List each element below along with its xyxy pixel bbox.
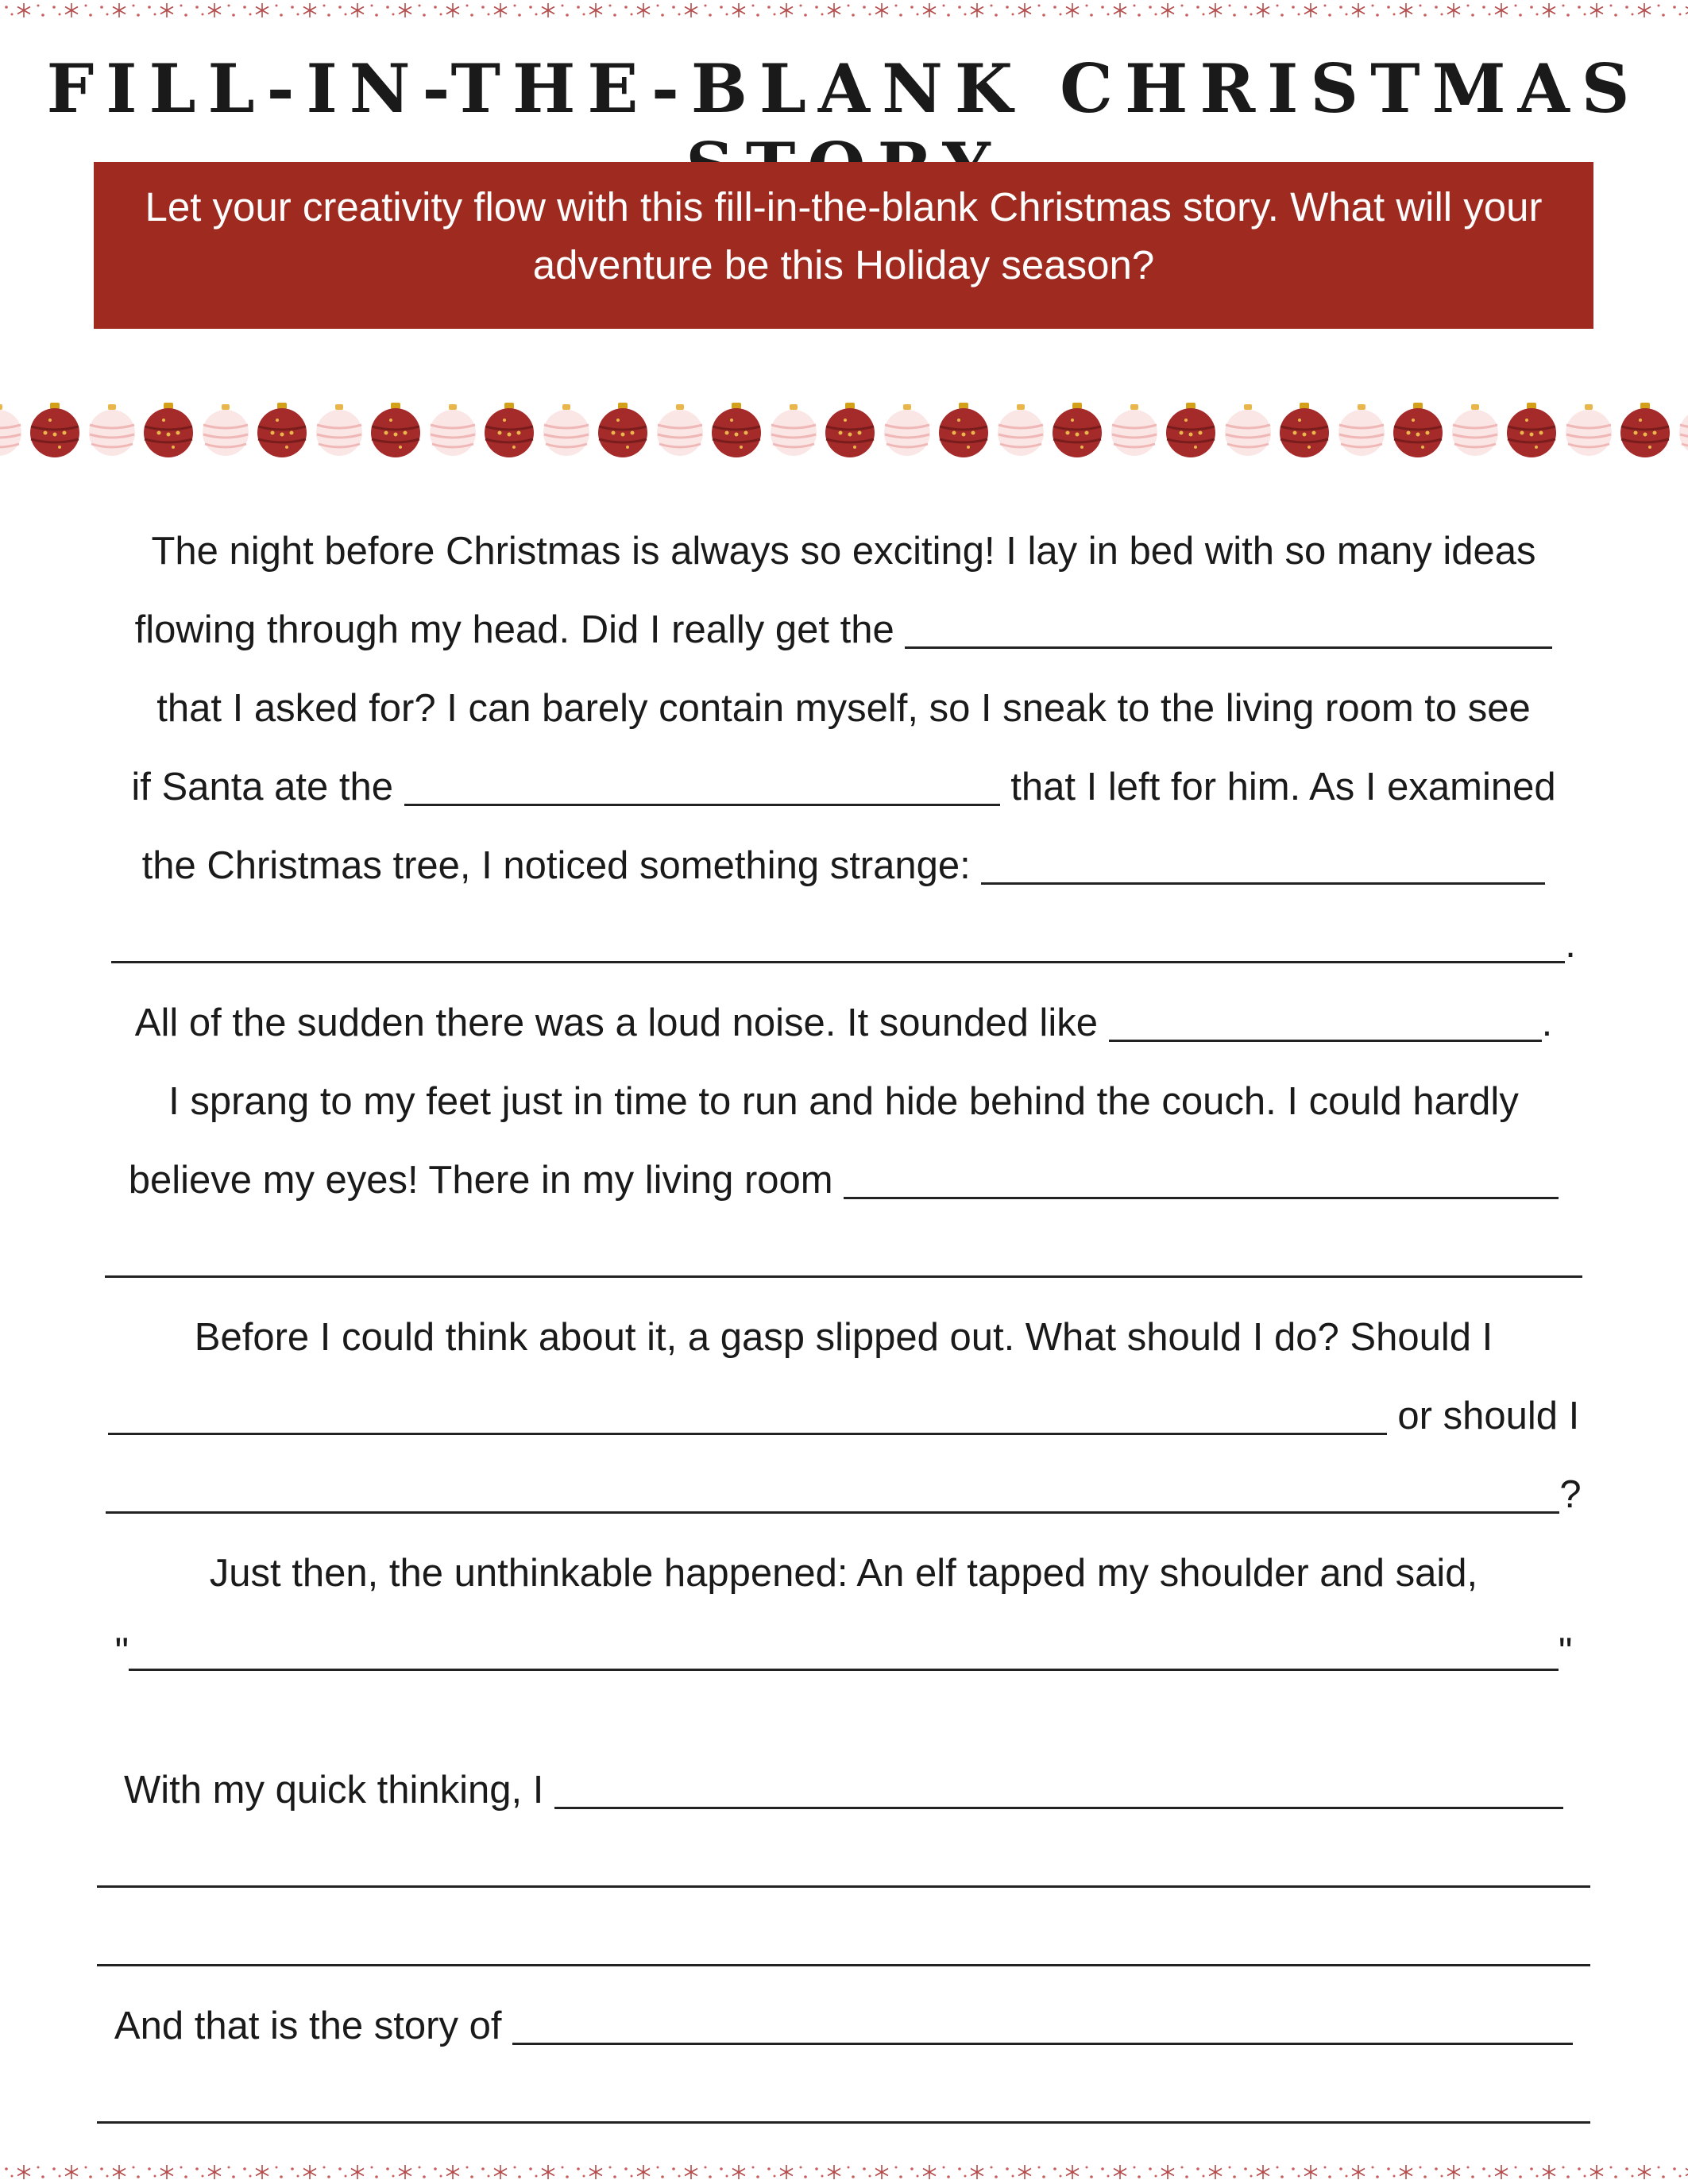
- story-line: [94, 1908, 1593, 1987]
- intro-banner: [94, 162, 1593, 329]
- blank-choice-one[interactable]: [108, 1391, 1387, 1435]
- blank-story-of-cont[interactable]: [97, 2080, 1590, 2124]
- blank-quick-thinking-cont-1[interactable]: [97, 1844, 1590, 1888]
- bottom-snowflake-border: [0, 2162, 1688, 2184]
- blank-gift[interactable]: [905, 605, 1552, 649]
- story-line: flowing through my head. Did I really get the: [94, 591, 1593, 669]
- blank-quick-thinking-cont-2[interactable]: [97, 1923, 1590, 1966]
- blank-treat[interactable]: [404, 762, 1000, 806]
- story-line: And that is the story of: [94, 1987, 1593, 2066]
- blank-strange-thing[interactable]: [981, 841, 1545, 885]
- blank-living-room[interactable]: [844, 1156, 1559, 1199]
- story-line: Just then, the unthinkable happened: An elf tapped my shoulder and said,: [209, 1552, 1478, 1595]
- ornament-garland: [0, 401, 1688, 465]
- story-line: or should I: [94, 1377, 1593, 1456]
- story-line: With my quick thinking, I: [94, 1751, 1593, 1830]
- story-line: ?: [94, 1456, 1593, 1534]
- intro-text: Let your creativity flow with this fill-in-the-blank Christmas story. What will your adventure be this Holiday season?: [145, 184, 1543, 287]
- story-line: that I asked for? I can barely contain myself, so I sneak to the living room to see: [156, 687, 1531, 730]
- story-line: if Santa ate the that I left for him. As I examined: [94, 748, 1593, 827]
- story-line: Before I could think about it, a gasp slipped out. What should I do? Should I: [194, 1316, 1493, 1359]
- story-line: " ": [94, 1613, 1593, 1692]
- story-line: [94, 2066, 1593, 2144]
- story-line: [94, 1220, 1593, 1298]
- story-line: [94, 1830, 1593, 1908]
- blank-quick-thinking[interactable]: [554, 1765, 1563, 1809]
- blank-strange-thing-cont[interactable]: [111, 920, 1565, 963]
- story-line: I sprang to my feet just in time to run and hide behind the couch. I could hardly: [168, 1080, 1519, 1123]
- story-line: The night before Christmas is always so exciting! I lay in bed with so many ideas: [151, 530, 1536, 573]
- story-line: believe my eyes! There in my living room: [94, 1141, 1593, 1220]
- blank-choice-two[interactable]: [106, 1470, 1559, 1514]
- story-line: All of the sudden there was a loud noise. It sounded like .: [94, 984, 1593, 1063]
- page-title: FILL-IN-THE-BLANK CHRISTMAS: [46, 49, 1642, 128]
- story-body: [94, 512, 1593, 2144]
- top-snowflake-border: [0, 0, 1688, 22]
- blank-living-room-cont[interactable]: [105, 1234, 1582, 1278]
- blank-noise[interactable]: [1109, 998, 1542, 1042]
- story-line: .: [94, 905, 1593, 984]
- blank-elf-quote[interactable]: [129, 1627, 1559, 1671]
- blank-story-of[interactable]: [512, 2001, 1573, 2045]
- story-line: the Christmas tree, I noticed something strange:: [94, 827, 1593, 905]
